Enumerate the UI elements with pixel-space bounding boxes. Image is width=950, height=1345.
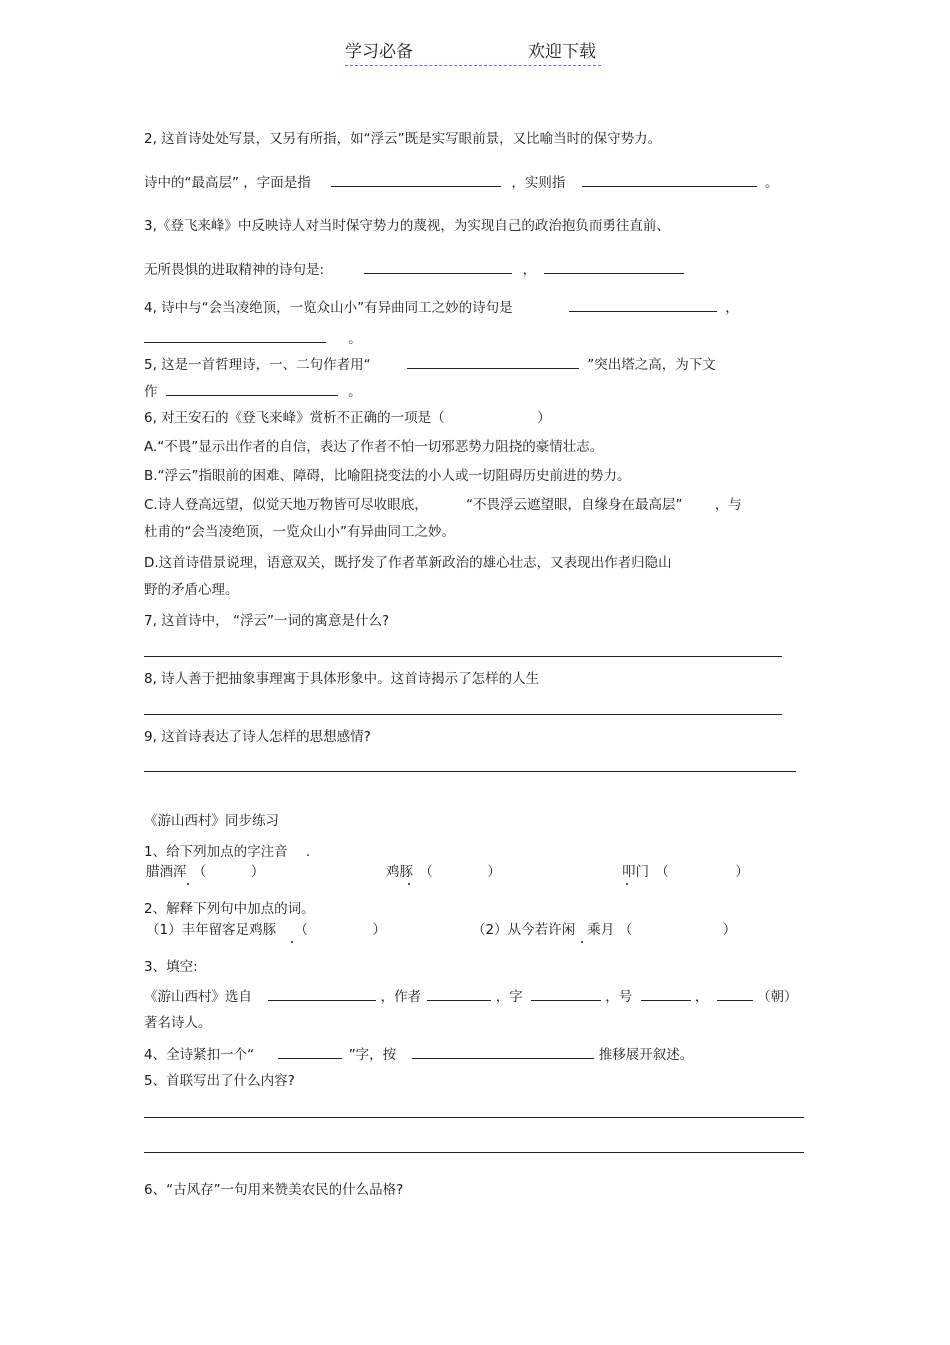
header-left: 学习必备 — [345, 42, 413, 62]
q6-option-c-line2: 杜甫的“会当凌绝顶，一览众山小”有异曲同工之妙。 — [144, 524, 455, 540]
q2-actual-label: ，实则指 — [511, 175, 566, 191]
p2-q5-answer-line-1[interactable] — [144, 1117, 804, 1118]
q2-line2 — [144, 174, 778, 191]
p2-q5-stem: 5、首联写出了什么内容? — [144, 1073, 295, 1089]
q5-stem-b: ”突出塔之高，为下文 — [587, 357, 716, 373]
p2-q3-stem: 3、填空: — [144, 959, 198, 975]
q4-line1 — [144, 299, 739, 316]
q6-option-d-line1: D.这首诗借景说理，语意双关，既抒发了作者革新政治的雄心壮志，又表现出作者归隐山 — [144, 555, 672, 571]
p2-q1-word3: 叩门 （ ） — [622, 864, 749, 880]
q3-sep: ， — [522, 262, 537, 278]
q4-end: 。 — [348, 331, 362, 347]
q5-blank-2[interactable] — [166, 383, 338, 396]
emphasis-dot — [291, 941, 293, 943]
q3-line1: 3,《登飞来峰》中反映诗人对当时保守势力的蔑视，为实现自己的政治抱负而勇往直前、 — [144, 218, 670, 234]
q4-sep: ， — [725, 300, 739, 316]
header-right: 欢迎下载 — [528, 42, 596, 62]
p2-q2-stem: 2、解释下列句中加点的词。 — [144, 901, 315, 917]
q3-line2 — [144, 261, 684, 278]
p2-q4: 4、全诗紧扣一个“ ”字，按 推移展开叙述。 — [144, 1047, 694, 1063]
q5-blank-1[interactable] — [407, 356, 579, 369]
q4-stem: 4, 诗中与“会当凌绝顶，一览众山小”有异曲同工之妙的诗句是 — [144, 300, 513, 316]
emphasis-dot — [581, 941, 583, 943]
q5-zuo: 作 — [144, 384, 158, 400]
p2-q4-blank-2[interactable] — [412, 1046, 594, 1059]
q7-stem: 7, 这首诗中， “浮云”一词的寓意是什么? — [144, 613, 390, 629]
q5-stem: 5, 这是一首哲理诗，一、二句作者用“ — [144, 357, 371, 373]
p2-q1-word2: 鸡豚 （ ） — [386, 864, 501, 880]
q7-answer-line[interactable] — [144, 656, 782, 657]
p2-q1-word1: 腊酒浑 （ ） — [146, 864, 265, 880]
q9-stem: 9, 这首诗表达了诗人怎样的思想感情? — [144, 729, 371, 745]
p2-q3-blank-author[interactable] — [427, 988, 491, 1001]
p2-q4-blank-1[interactable] — [278, 1046, 342, 1059]
q4-blank-2[interactable] — [144, 330, 326, 343]
q4-line2 — [144, 330, 362, 347]
q8-answer-line[interactable] — [144, 714, 782, 715]
p2-q6-stem: 6、“古风存”一句用来赞美农民的什么品格? — [144, 1182, 404, 1198]
q2-literal-label: 诗中的“最高层” ，字面是指 — [144, 175, 311, 191]
p2-q2-s2: （2）从今若许闲 乘月 （ ） — [472, 922, 737, 938]
q5-line2 — [144, 383, 362, 400]
p2-q3-blank-hao[interactable] — [641, 988, 691, 1001]
q5-end: 。 — [348, 384, 362, 400]
q3-blank-1[interactable] — [364, 261, 512, 274]
q2-end: 。 — [764, 175, 779, 191]
q3-blank-2[interactable] — [544, 261, 684, 274]
q6-option-c-line1: C.诗人登高远望，似觉天地万物皆可尽收眼底， “不畏浮云遮望眼，自缘身在最高层” ，与 — [144, 497, 742, 513]
p2-q1-stem: 1、给下列加点的字注音 . — [144, 844, 311, 860]
q6-option-a: A.“不畏”显示出作者的自信，表达了作者不怕一切邪恶势力阻挠的豪情壮志。 — [144, 439, 604, 455]
p2-q3-blank-source[interactable] — [268, 988, 376, 1001]
q4-blank-1[interactable] — [569, 299, 717, 312]
q2-blank-actual[interactable] — [582, 174, 757, 187]
emphasis-dot — [408, 883, 410, 885]
p2-q3-blank-zi[interactable] — [531, 988, 601, 1001]
emphasis-dot — [187, 883, 189, 885]
q6-option-b: B.“浮云”指眼前的困难、障碍，比喻阻挠变法的小人或一切阻碍历史前进的势力。 — [144, 468, 631, 484]
p2-q3-line1: 《游山西村》选自 ，作者 ，字 ，号 ， （朝） — [144, 989, 798, 1005]
header-underline — [345, 65, 601, 66]
q2-blank-literal[interactable] — [331, 174, 501, 187]
q8-stem: 8, 诗人善于把抽象事理寓于具体形象中。这首诗揭示了怎样的人生 — [144, 671, 540, 687]
p2-q2-s1: （1）丰年留客足鸡豚 （ ） — [146, 922, 386, 938]
q3-label: 无所畏惧的进取精神的诗句是: — [144, 262, 325, 278]
emphasis-dot — [626, 883, 628, 885]
q5-line1 — [144, 356, 716, 373]
p2-q3-line2: 著名诗人。 — [144, 1015, 212, 1031]
q6-option-d-line2: 野的矛盾心理。 — [144, 582, 239, 598]
q6-stem: 6, 对王安石的《登飞来峰》赏析不正确的一项是（ ） — [144, 410, 551, 426]
q9-answer-line[interactable] — [144, 771, 796, 772]
section-title: 《游山西村》同步练习 — [144, 813, 279, 829]
p2-q5-answer-line-2[interactable] — [144, 1152, 804, 1153]
q2-line1: 2, 这首诗处处写景，又另有所指，如“浮云”既是实写眼前景，又比喻当时的保守势力。 — [144, 131, 662, 147]
p2-q3-blank-dynasty[interactable] — [717, 988, 753, 1001]
